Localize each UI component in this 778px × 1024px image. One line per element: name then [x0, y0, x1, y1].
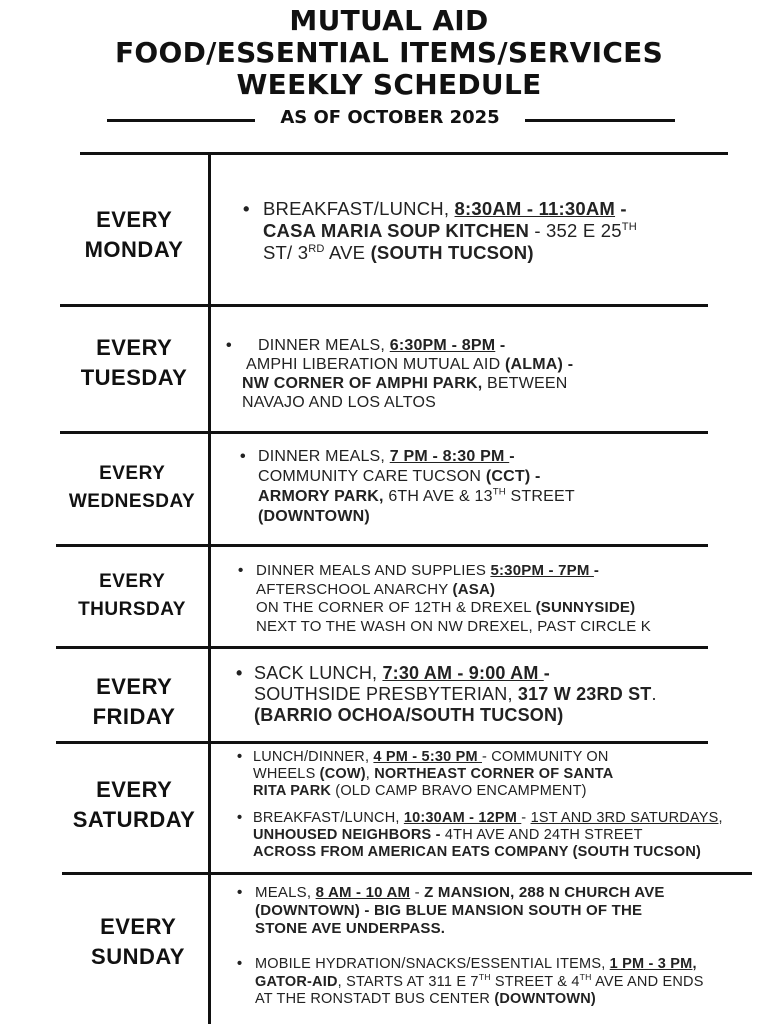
entry-meal: MEALS, — [255, 884, 316, 901]
entry-time: 5:30PM - 7PM — [490, 562, 594, 579]
ordinal-suffix: RD — [308, 242, 325, 255]
entry-dash: - — [410, 884, 425, 901]
entry-location: BETWEEN — [482, 375, 568, 392]
entry-time: 4 PM - 5:30 PM — [373, 749, 482, 765]
day-label-every: EVERY — [99, 571, 165, 592]
entry-area: (DOWNTOWN) — [258, 508, 370, 525]
day-label-every: EVERY — [96, 674, 172, 699]
entry-location: ACROSS FROM AMERICAN EATS COMPANY (SOUTH TUCSON) — [253, 844, 702, 860]
day-label-every: EVERY — [96, 777, 172, 802]
entry-meal: BREAKFAST/LUNCH, — [253, 810, 404, 826]
entry-org: - COMMUNITY ON — [481, 749, 609, 765]
day-thursday — [56, 568, 208, 624]
entry-org: UNHOUSED NEIGHBORS - — [253, 827, 441, 843]
ordinal-suffix: TH — [579, 971, 592, 982]
entry-org: AFTERSCHOOL ANARCHY — [256, 580, 453, 598]
entry-time: 1 PM - 3 PM — [609, 956, 693, 972]
entry-address: 317 W 23RD ST — [517, 684, 652, 704]
entry-org: AMPHI LIBERATION MUTUAL AID — [246, 356, 505, 373]
entry-location: STREET & 4 — [490, 973, 580, 990]
day-label-name: TUESDAY — [80, 365, 188, 390]
day-friday — [60, 672, 208, 732]
entry-location: AT THE RONSTADT BUS CENTER — [255, 991, 495, 1007]
day-label-every: EVERY — [96, 207, 172, 232]
subtitle: AS OF OCTOBER 2025 — [280, 107, 500, 128]
row-divider-tuesday — [60, 431, 708, 434]
entry-meal: SACK LUNCH, — [254, 663, 383, 683]
day-label-name: SATURDAY — [72, 807, 196, 832]
entry-org-abbr: (COW) — [319, 766, 366, 782]
entry-location: NEXT TO THE WASH ON NW DREXEL, PAST CIRCLE K — [256, 617, 651, 635]
entry-meal: DINNER MEALS AND SUPPLIES — [256, 562, 491, 579]
day-tuesday — [60, 333, 208, 393]
entry-org-abbr: (CCT) - — [485, 468, 541, 485]
entry-location: RITA PARK — [253, 783, 332, 799]
day-monday — [60, 205, 208, 265]
entry-area: (DOWNTOWN) — [494, 991, 596, 1007]
entry-dash: - — [543, 663, 550, 683]
row-divider-monday — [60, 304, 708, 307]
row-divider-saturday — [62, 872, 752, 875]
day-sunday — [64, 912, 212, 972]
entry-location: STREET — [505, 488, 575, 505]
title-line-1: MUTUAL AID — [289, 4, 489, 37]
entry-org: SOUTHSIDE PRESBYTERIAN, — [254, 684, 518, 704]
entry-dash: - — [521, 810, 531, 826]
entry-time: 8 AM - 10 AM — [315, 884, 411, 901]
entry-location: ARMORY PARK, — [258, 488, 384, 505]
entry-location: NW CORNER OF AMPHI PARK, — [242, 375, 483, 392]
entry-time: 10:30AM - 12PM — [403, 810, 522, 826]
table-column-divider — [208, 155, 211, 1024]
bullet-icon: • — [240, 448, 246, 465]
entry-location: 4TH AVE AND 24TH STREET — [440, 827, 643, 843]
saturday-entry-2 — [237, 810, 723, 861]
entry-area: (SOUTH TUCSON) — [370, 242, 534, 263]
entry-location: (DOWNTOWN) - BIG BLUE MANSION SOUTH OF THE — [255, 902, 643, 919]
subtitle-rule-left — [107, 119, 255, 122]
entry-dash: - — [615, 198, 627, 219]
entry-org: GATOR-AID — [255, 973, 338, 990]
entry-location: NAVAJO AND LOS ALTOS — [242, 394, 436, 411]
entry-time: 6:30PM - 8PM — [389, 337, 496, 354]
day-wednesday — [56, 460, 208, 516]
entry-location: (OLD CAMP BRAVO ENCAMPMENT) — [331, 783, 587, 799]
bullet-icon: • — [237, 749, 243, 765]
title-line-2: FOOD/ESSENTIAL ITEMS/SERVICES — [114, 36, 664, 69]
entry-meal: MOBILE HYDRATION/SNACKS/ESSENTIAL ITEMS, — [255, 956, 610, 972]
entry-org-abbr: (ALMA) - — [504, 356, 574, 373]
wednesday-entry — [240, 447, 575, 527]
bullet-icon: • — [243, 198, 250, 219]
entry-location: ON THE CORNER OF 12TH & DREXEL — [256, 599, 536, 616]
day-label-every: EVERY — [100, 914, 176, 939]
subtitle-rule-right — [525, 119, 675, 122]
bullet-icon: • — [237, 884, 243, 901]
day-label-every: EVERY — [99, 463, 165, 484]
bullet-icon: • — [237, 956, 243, 972]
entry-frequency: 1ST AND 3RD SATURDAYS — [530, 810, 719, 826]
entry-punct: , — [692, 956, 697, 972]
entry-org: CASA MARIA SOUP KITCHEN — [263, 220, 530, 241]
bullet-icon: • — [237, 810, 243, 826]
day-label-name: WEDNESDAY — [68, 491, 196, 512]
entry-time: 8:30AM - 11:30AM — [454, 198, 616, 219]
sunday-entry-2 — [237, 956, 704, 1009]
entry-org: COMMUNITY CARE TUCSON — [258, 468, 486, 485]
entry-time: 7:30 AM - 9:00 AM — [382, 663, 544, 683]
saturday-entry-1 — [237, 749, 613, 800]
entry-punct: , — [365, 766, 375, 782]
table-top-rule — [80, 152, 728, 155]
entry-meal: DINNER MEALS, — [258, 448, 390, 465]
entry-address: ST/ 3 — [263, 242, 309, 263]
ordinal-suffix: TH — [621, 220, 637, 233]
entry-location: AVE AND ENDS — [591, 973, 704, 990]
sunday-entry-1 — [237, 884, 665, 938]
entry-location: , STARTS AT 311 E 7 — [337, 973, 479, 990]
ordinal-suffix: TH — [492, 486, 506, 498]
friday-entry — [236, 663, 657, 726]
entry-address: AVE — [324, 242, 371, 263]
entry-org-abbr: (ASA) — [452, 580, 496, 598]
entry-location: 6TH AVE & 13 — [383, 488, 493, 505]
bullet-icon: • — [226, 337, 232, 354]
day-label-name: MONDAY — [84, 237, 184, 262]
row-divider-friday — [56, 741, 708, 744]
entry-punct: . — [651, 684, 657, 704]
day-label-name: SUNDAY — [91, 944, 185, 969]
bullet-icon: • — [236, 663, 243, 683]
entry-dash: - — [509, 448, 515, 465]
entry-location: NORTHEAST CORNER OF SANTA — [374, 766, 614, 782]
bullet-icon: • — [238, 562, 244, 579]
entry-dash: - — [495, 337, 506, 354]
entry-address: - 352 E 25 — [529, 220, 622, 241]
entry-location: Z MANSION, 288 N CHURCH AVE — [424, 884, 665, 901]
row-divider-thursday — [56, 646, 708, 649]
day-label-every: EVERY — [96, 335, 172, 360]
row-divider-wednesday — [56, 544, 708, 547]
entry-meal: DINNER MEALS, — [258, 337, 390, 354]
tuesday-entry — [226, 336, 573, 412]
entry-time: 7 PM - 8:30 PM — [389, 448, 510, 465]
entry-area: (SUNNYSIDE) — [535, 599, 636, 616]
entry-meal: LUNCH/DINNER, — [253, 749, 374, 765]
day-label-name: FRIDAY — [92, 704, 176, 729]
entry-meal: BREAKFAST/LUNCH, — [263, 198, 455, 219]
entry-punct: , — [718, 810, 723, 826]
ordinal-suffix: TH — [478, 971, 491, 982]
entry-location: STONE AVE UNDERPASS. — [255, 920, 446, 937]
entry-org: WHEELS — [253, 766, 320, 782]
day-saturday — [60, 775, 208, 835]
thursday-entry — [238, 562, 651, 636]
entry-area: (BARRIO OCHOA/SOUTH TUCSON) — [254, 705, 564, 725]
entry-dash: - — [593, 562, 600, 579]
day-label-name: THURSDAY — [78, 599, 186, 620]
title-line-3: WEEKLY SCHEDULE — [236, 68, 542, 101]
monday-entry — [243, 198, 637, 264]
